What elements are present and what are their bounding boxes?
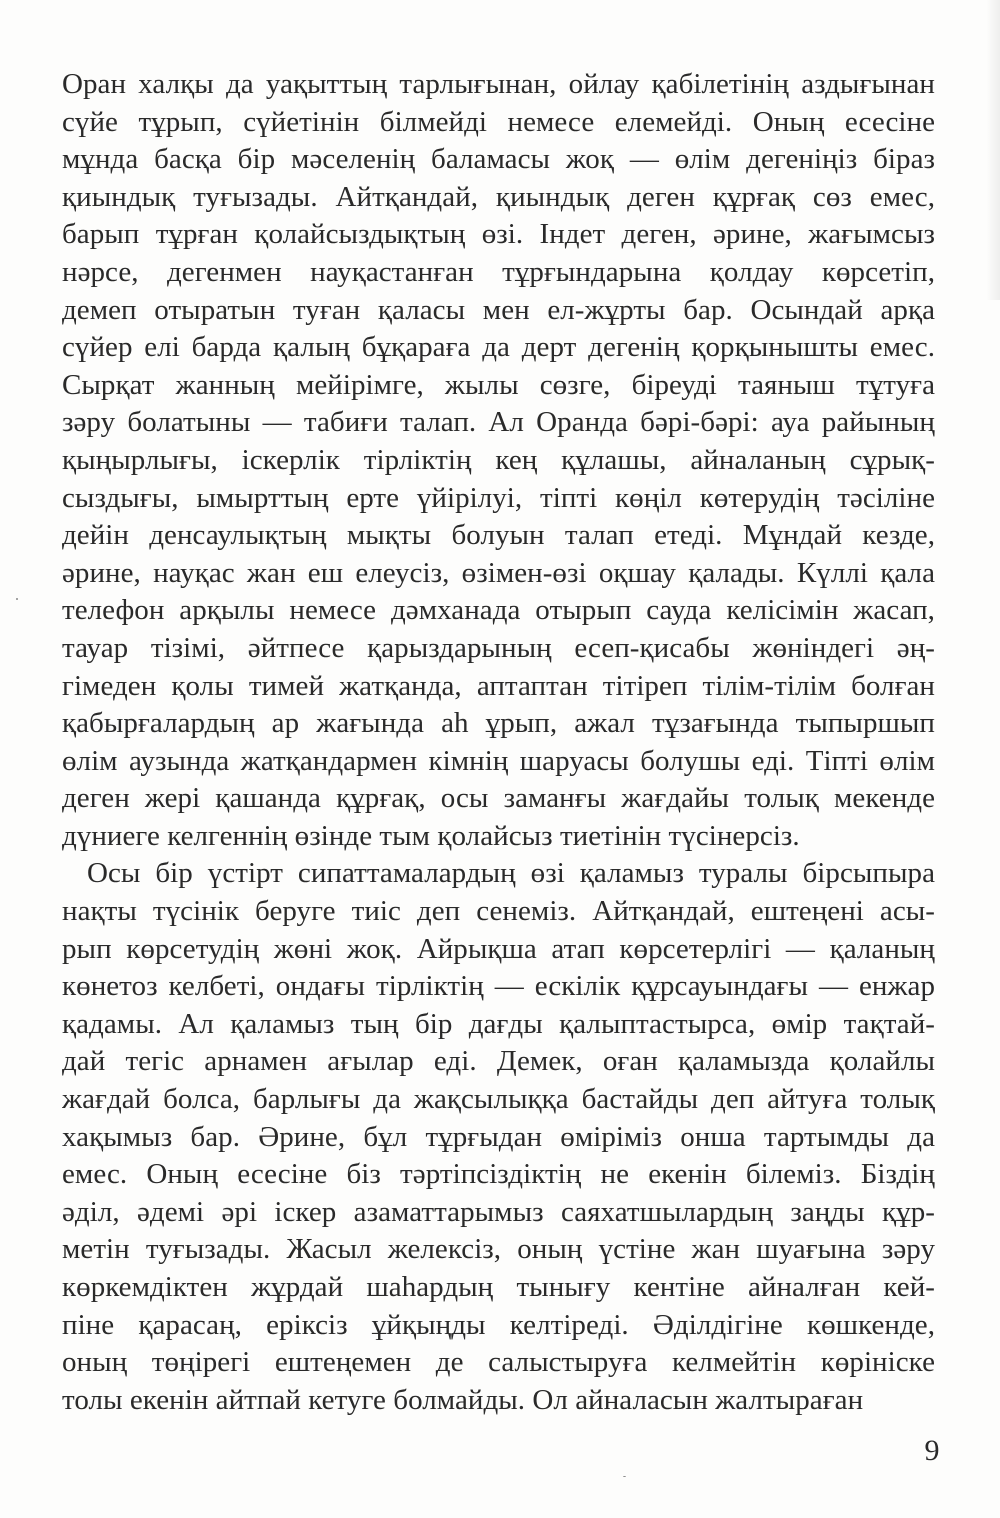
text-line: піне қарасаң, еріксіз ұйқыңды келтіреді. Әділдігіне көшкенде, <box>62 1308 935 1341</box>
text-line: көркемдіктен жұрдай шаһардың тынығу кентіне айналған кей- <box>62 1271 935 1303</box>
text-line: емес. Оның есесіне біз тәртіпсіздіктің не екенін білеміз. Біздің <box>62 1158 935 1191</box>
text-line: көнетоз келбеті, ондағы тірліктің — ескілік құрсауындағы — енжар <box>62 970 935 1003</box>
text-line: хақымыз бар. Әрине, бұл тұрғыдан өміріміз онша тартымды да <box>62 1120 935 1153</box>
text-line: қадамы. Ал қаламыз тың бір дағды қалыптастырса, өмір тақтай- <box>62 1007 935 1040</box>
text-line: әділ, әдемі әрі іскер азаматтарымыз саяхатшылардың заңды құр- <box>62 1195 935 1228</box>
text-line: оның төңірегі ештеңемен де салыстыруға келмейтін көрініске <box>62 1346 935 1379</box>
text-line: толы екенін айтпай кетуге болмайды. Ол айналасын жалтыраған <box>62 1383 864 1416</box>
text-line: әрине, науқас жан еш елеусіз, өзімен-өзі оқшау қалады. Күллі қала <box>62 556 935 589</box>
text-line: Осы бір үстірт сипаттамалардың өзі қаламыз туралы бірсыпыра <box>87 857 935 890</box>
text-line: қыңырлығы, іскерлік тірліктің кең құлашы, айналаның сұрық- <box>62 443 935 476</box>
text-line: нақты түсінік беруге тиіс деп сенеміз. Айтқандай, ештеңені асы- <box>62 895 935 928</box>
text-line: нәрсе, дегенмен науқастанған тұрғындарына қолдау көрсетіп, <box>62 255 935 288</box>
text-line: сүйер елі барда қалың бұқараға да дерт дегенің қорқынышты емес. <box>62 331 935 364</box>
text-line: деген жері қашанда құрғақ, осы заманғы жағдайы толық мекенде <box>62 782 935 815</box>
text-line: рып көрсетудің жөні жоқ. Айрықша атап көрсетерлігі — қаланың <box>62 932 935 965</box>
text-line: телефон арқылы немесе дәмханада отырып сауда келісімін жасап, <box>62 594 935 627</box>
text-line: демеп отыратын туған қаласы мен ел-жұрты бар. Осындай арқа <box>62 293 935 326</box>
text-line: дейін денсаулықтың мықты болуын талап етеді. Мұндай кезде, <box>62 519 935 552</box>
body-text <box>62 66 935 1419</box>
print-speck <box>623 1476 626 1477</box>
text-line: мұнда басқа бір мәселенің баламасы жоқ — өлім дегеніңіз біраз <box>62 143 935 176</box>
print-speck <box>16 598 18 600</box>
paragraph <box>62 855 935 1419</box>
text-line: сыздығы, ымырттың ерте үйірілуі, тіпті көңіл көтерудің тәсіліне <box>62 481 935 514</box>
text-line: Оран халқы да уақыттың тарлығынан, ойлау қабілетінің аздығынан <box>62 68 935 100</box>
text-line: барып тұрған қолайсыздықтың өзі. Індет деген, әрине, жағымсыз <box>62 218 935 251</box>
text-line: метін туғызады. Жасыл желексіз, оның үстіне жан шуағына зәру <box>62 1233 935 1266</box>
paragraph <box>62 66 935 855</box>
text-line: тауар тізімі, әйтпесе қарыздарының есеп-қисабы жөніндегі әң- <box>62 631 935 664</box>
text-line: дай тегіс арнамен ағылар еді. Демек, оған қаламызда қолайлы <box>62 1045 935 1078</box>
text-line: Сырқат жанның мейірімге, жылы сөзге, біреуді таяныш тұтуға <box>62 368 935 401</box>
text-line: қабырғалардың ар жағында аһ ұрып, ажал тұзағында тыпыршып <box>62 707 935 740</box>
text-line: гімеден қолы тимей жатқанда, аптаптан тітіреп тілім-тілім болған <box>62 669 935 702</box>
text-line: зәру болатыны — табиғи талап. Ал Оранда бәрі-бәрі: ауа райының <box>62 406 935 439</box>
text-line: өлім аузында жатқандармен кімнің шаруасы болушы еді. Тіпті өлім <box>62 744 935 777</box>
text-line: сүйе тұрып, сүйетінін білмейді немесе елемейді. Оның есесіне <box>62 105 935 138</box>
page-edge-shadow <box>986 0 1000 300</box>
text-line: дүниеге келгеннің өзінде тым қолайсыз тиетінін түсінерсіз. <box>62 819 800 852</box>
text-line: жағдай болса, барлығы да жақсылыққа бастайды деп айтуға толық <box>62 1083 935 1116</box>
text-line: қиындық туғызады. Айтқандай, қиындық деген құрғақ сөз емес, <box>62 180 935 213</box>
page-number: 9 <box>924 1434 940 1467</box>
